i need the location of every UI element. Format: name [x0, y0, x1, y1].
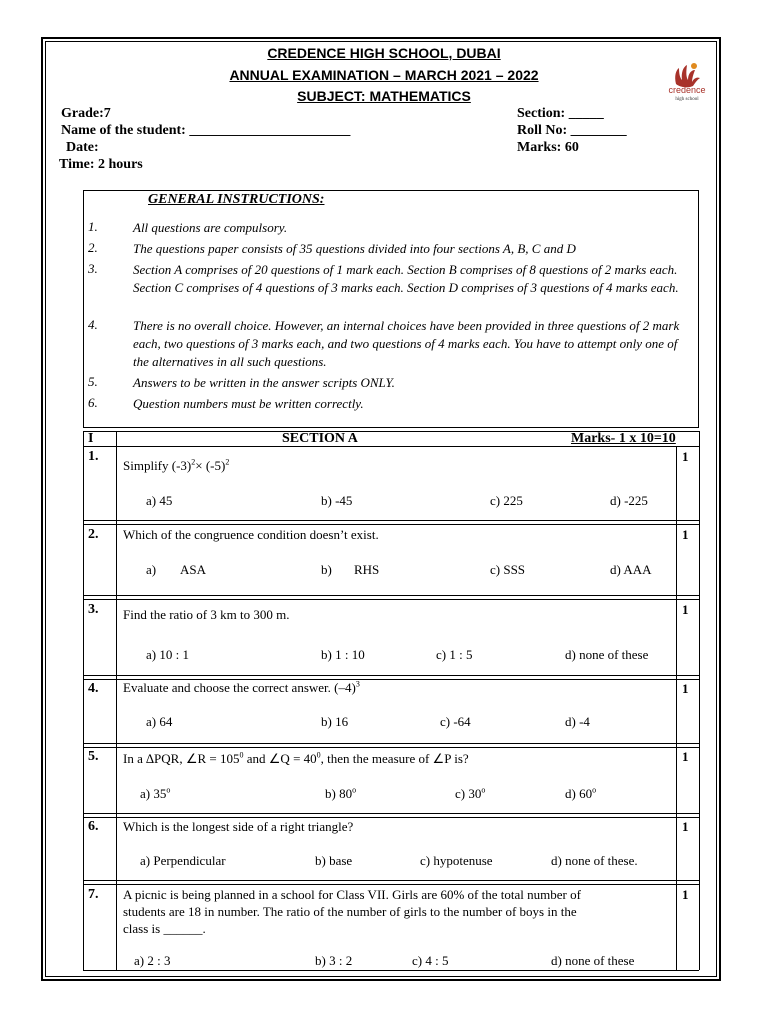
section-roman: I [88, 431, 94, 446]
subject-title: SUBJECT: MATHEMATICS [297, 88, 471, 104]
option-d: d) none of these [565, 647, 649, 662]
table-line [676, 446, 677, 970]
option-b: b) base [315, 853, 353, 868]
school-name: CREDENCE HIGH SCHOOL, DUBAI [267, 45, 501, 61]
option-d: d) none of these. [551, 853, 638, 868]
question-number: 5. [88, 749, 99, 764]
option-c: c) SSS [490, 562, 526, 577]
table-line [83, 813, 699, 814]
option-b: b) -45 [321, 493, 353, 508]
question-mark: 1 [682, 527, 689, 542]
question-mark: 1 [682, 602, 689, 617]
instructions-title: GENERAL INSTRUCTIONS: [148, 192, 325, 207]
question-text: Find the ratio of 3 km to 300 m. [123, 607, 290, 622]
option-a: a) Perpendicular [140, 853, 226, 868]
table-line [83, 747, 699, 748]
option-a: a) 2 : 3 [134, 953, 171, 968]
table-line [83, 431, 84, 970]
table-line [83, 524, 699, 525]
option-d: d) -225 [610, 493, 648, 508]
option-d: d) 60$^o$ [565, 785, 597, 801]
student-name-field: Name of the student: _______________________ [61, 123, 351, 138]
question-mark: 1 [682, 819, 689, 834]
page-border-inner [45, 41, 717, 977]
table-line [699, 431, 700, 970]
time-label: Time: 2 hours [59, 157, 143, 172]
section-title: SECTION A [282, 431, 358, 446]
instruction-number: 3. [88, 261, 98, 276]
option-c: c) 30$^o$ [455, 785, 486, 801]
instruction-text: Question numbers must be written correctly. [133, 396, 364, 411]
question-text: Evaluate and choose the correct answer. $(-4)^3$ [123, 679, 360, 695]
question-text: Which of the congruence condition doesn’t exist. [123, 527, 379, 542]
table-line [116, 431, 117, 970]
option-d: d) AAA [610, 562, 652, 577]
instruction-number: 5. [88, 374, 98, 389]
question-number: 6. [88, 819, 99, 834]
option-c: c) -64 [440, 714, 471, 729]
question-number: 7. [88, 887, 99, 902]
question-mark: 1 [682, 449, 689, 464]
question-number: 2. [88, 527, 99, 542]
logo-sub: high school [675, 97, 699, 102]
instruction-number: 6. [88, 395, 98, 410]
question-text: In a ∆PQR, ∠R = $105^0$ and ∠Q = $40^0$, then the measure of ∠P is? [123, 750, 469, 766]
roll-no-field: Roll No: ________ [517, 123, 627, 138]
option-c: c) 1 : 5 [436, 647, 473, 662]
table-line [83, 884, 699, 885]
question-mark: 1 [682, 681, 689, 696]
option-a: a) 10 : 1 [146, 647, 189, 662]
table-line [83, 595, 699, 596]
option-d: d) -4 [565, 714, 590, 729]
option-b: RHS [354, 562, 380, 577]
table-line [83, 970, 699, 971]
instruction-text: The questions paper consists of 35 questions divided into four sections A, B, C and D [133, 241, 576, 256]
table-line [83, 520, 699, 521]
question-mark: 1 [682, 887, 689, 902]
option-a-letter: a) [146, 562, 157, 577]
marks-label: Marks: 60 [517, 140, 579, 155]
option-b: b) 80$^o$ [325, 785, 357, 801]
question-number: 1. [88, 449, 99, 464]
option-b: b) 3 : 2 [315, 953, 353, 968]
option-c: c) 4 : 5 [412, 953, 449, 968]
exam-title: ANNUAL EXAMINATION – MARCH 2021 – 2022 [229, 67, 539, 83]
table-line [83, 675, 699, 676]
question-number: 3. [88, 602, 99, 617]
instruction-number: 4. [88, 317, 98, 332]
option-d: d) none of these [551, 953, 635, 968]
instruction-number: 1. [88, 219, 98, 234]
instruction-text: There is no overall choice. However, an internal choices have been provided in three questions of 2 mark each, two questions of 3 marks each, and two questions of 4 marks each. You have to attempt only one of the alternatives in all such questions. [133, 318, 680, 369]
option-b-letter: b) [321, 562, 332, 577]
question-number: 4. [88, 681, 99, 696]
instruction-text: Answers to be written in the answer scripts ONLY. [133, 375, 395, 390]
table-line [83, 599, 699, 600]
option-b: b) 16 [321, 714, 349, 729]
table-line [83, 880, 699, 881]
question-text: A picnic is being planned in a school for Class VII. Girls are 60% of the total number of students are 18 in number. The ratio of the number of girls to the number of boys in the class is ______. [123, 887, 581, 936]
option-b: b) 1 : 10 [321, 647, 365, 662]
option-a: ASA [180, 562, 207, 577]
instruction-text: Section A comprises of 20 questions of 1 mark each. Section B comprises of 8 questions of 2 marks each. Section C comprises of 4 questions of 3 marks each. Section D comprises of 3 questions of 4 marks each. [133, 262, 679, 295]
instruction-number: 2. [88, 240, 98, 255]
option-a: a) 45 [146, 493, 173, 508]
table-line [83, 817, 699, 818]
option-a: a) 64 [146, 714, 173, 729]
option-c: c) 225 [490, 493, 523, 508]
date-label: Date: [66, 140, 99, 155]
section-field: Section: _____ [517, 106, 604, 121]
grade-label: Grade:7 [61, 106, 111, 121]
logo-word: credence [668, 85, 706, 95]
question-text: Which is the longest side of a right triangle? [123, 819, 354, 834]
option-c: c) hypotenuse [420, 853, 493, 868]
table-line [83, 743, 699, 744]
question-text: Simplify $(-3)^2\times (-5)^2$ [123, 457, 230, 473]
question-mark: 1 [682, 749, 689, 764]
instruction-text: All questions are compulsory. [133, 220, 288, 235]
option-a: a) 35$^o$ [140, 785, 171, 801]
section-marks: Marks- 1 x 10=10 [571, 431, 676, 446]
